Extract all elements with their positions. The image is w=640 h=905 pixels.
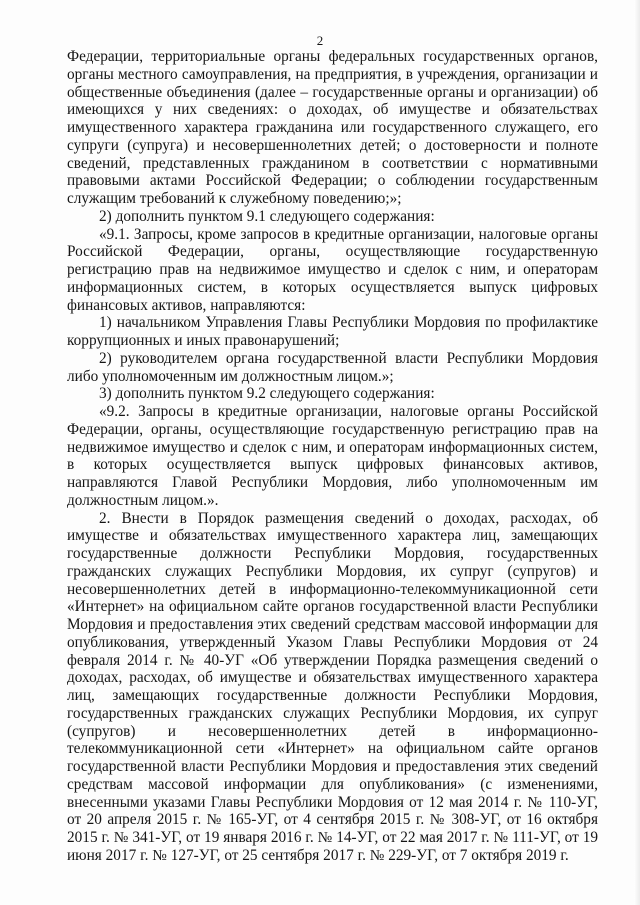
paragraph-subitem-2: 2) руководителем органа государственной власти Республики Мордовия либо уполномоченным им должностным лицом.»; — [67, 349, 598, 385]
paragraph-clause-9-2: «9.2. Запросы в кредитные организации, налоговые органы Российской Федерации, органы, осуществляющие государственную регистрацию прав на недвижимое имущество и сделок с ним, и операторам информационных систем, в которых осуществляется выпуск цифровых финансовых активов, направляются Главой Республики Мордовия, либо уполномоченным им должностным лицом.». — [67, 403, 598, 509]
paragraph-continuation: Федерации, территориальные органы федеральных государственных органов, органы местного самоуправления, на предприятия, в учреждения, организации и общественные объединения (далее – государственные органы и организации) об имеющихся у них сведениях: о доходах, об имуществе и обязательствах имущественного характера гражданина или государственного служащего, его супруги (супруга) и несовершеннолетних детей; о достоверности и полноте сведений, представленных гражданином в соответствии с нормативными правовыми актами Российской Федерации; о соблюдении государственным служащим требований к служебному поведению;»; — [67, 48, 598, 207]
document-body — [67, 48, 598, 865]
paragraph-item-2: 2) дополнить пунктом 9.1 следующего содержания: — [99, 207, 435, 225]
paragraph-section-2: 2. Внести в Порядок размещения сведений о доходах, расходах, об имуществе и обязательствах имущественного характера лиц, замещающих государственные должности Республики Мордовия, государственных гражданских служащих Республики Мордовия, их супруг (супругов) и несовершеннолетних детей в информационно-телекоммуникационной сети «Интернет» на официальном сайте органов государственной власти Республики Мордовия и предоставления этих сведений средствам массовой информации для опубликования, утвержденный Указом Главы Республики Мордовия от 24 февраля 2014 г. № 40-УГ «Об утверждении Порядка размещения сведений о доходах, расходах, об имуществе и обязательствах имущественного характера лиц, замещающих государственные должности Республики Мордовия, государственных гражданских служащих Республики Мордовия, их супруг (супругов) и несовершеннолетних детей в информационно-телекоммуникационной сети «Интернет» на официальном сайте органов государственной власти Республики Мордовия и предоставления этих сведений средствам массовой информации для опубликования» (с изменениями, внесенными указами Главы Республики Мордовия от 12 мая 2014 г. № 110-УГ, от 20 апреля 2015 г. № 165-УГ, от 4 сентября 2015 г. № 308-УГ, от 16 октября 2015 г. № 341-УГ, от 19 января 2016 г. № 14-УГ, от 22 мая 2017 г. № 111-УГ, от 19 июня 2017 г. № 127-УГ, от 25 сентября 2017 г. № 229-УГ, от 7 октября 2019 г. — [67, 509, 598, 864]
paragraph-clause-9-1: «9.1. Запросы, кроме запросов в кредитные организации, налоговые органы Российской Федерации, органы, осуществляющие государственную регистрацию прав на недвижимое имущество и сделок с ним, и операторам информационных систем, в которых осуществляется выпуск цифровых финансовых активов, направляются: — [67, 225, 598, 314]
page-edge-shadow — [634, 0, 640, 905]
page-number: 2 — [316, 33, 324, 48]
paragraph-subitem-1: 1) начальником Управления Главы Республики Мордовия по профилактике коррупционных и иных правонарушений; — [67, 314, 598, 349]
paragraph-item-3: 3) дополнить пунктом 9.2 следующего содержания: — [99, 385, 435, 403]
